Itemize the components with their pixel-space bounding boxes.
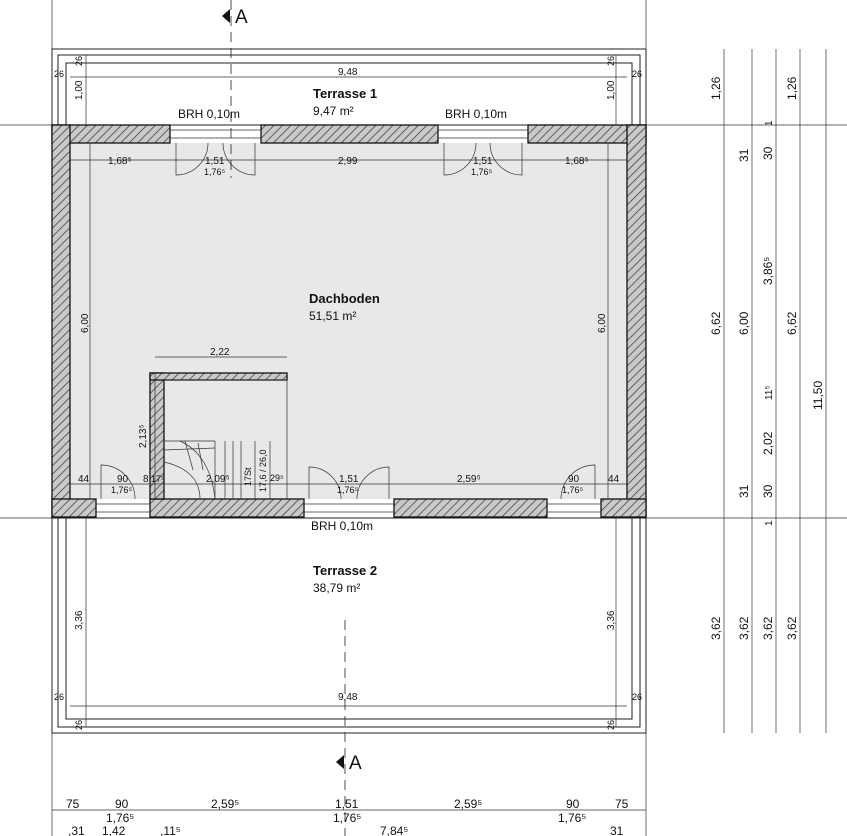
dim-stair-depth: 2,13⁵ bbox=[138, 424, 149, 448]
dim-bottom-c1-1: 75 bbox=[66, 797, 80, 811]
dim-edge-26-tr: 26 bbox=[632, 69, 643, 79]
stair-ratio-label: 17,6 / 26,0 bbox=[258, 449, 268, 492]
dim-right-c4-1: 1,26 bbox=[785, 76, 799, 100]
dim-edge-26-bot-right-v: 26 bbox=[606, 719, 616, 730]
dim-right-c3-6: 3,62 bbox=[761, 616, 775, 640]
right-dimension-chains bbox=[709, 76, 825, 640]
dim-door-height-bottom-2: 1,76⁵ bbox=[337, 485, 359, 495]
dim-right-c4-3: 3,62 bbox=[785, 616, 799, 640]
dim-room-height-right: 6,00 bbox=[597, 313, 608, 333]
dim-inner-bottom-3: 8 bbox=[143, 474, 149, 485]
dim-top-terrace-width: 9,48 bbox=[338, 67, 358, 78]
section-label-top: A bbox=[235, 7, 248, 28]
dim-bottom-c1-2: 90 bbox=[115, 797, 129, 811]
bottom-dimension-chain bbox=[66, 797, 629, 836]
dim-right-c3-3: 11⁵ bbox=[764, 385, 775, 400]
dim-bottom-sub-2: 1,76⁵ bbox=[333, 811, 362, 825]
brh-label-left: BRH 0,10m bbox=[178, 107, 241, 121]
dim-bottom-c1-7: 75 bbox=[615, 797, 629, 811]
dim-right-c3-1: 30 bbox=[761, 146, 775, 160]
dim-right-c3-5: 30 bbox=[761, 484, 775, 498]
dim-inner-bottom-10: 44 bbox=[608, 474, 620, 485]
dim-right-c2-1: 1 bbox=[764, 120, 775, 126]
dim-right-c1-3: 3,62 bbox=[709, 616, 723, 640]
dim-bottom-c2-2: 1,42 bbox=[102, 824, 126, 836]
dim-t2-depth-right: 3,36 bbox=[606, 610, 617, 630]
dim-edge-26-tl: 26 bbox=[54, 69, 65, 79]
dim-bottom-c2-3: ,11⁵ bbox=[160, 824, 181, 836]
room-area-terrasse-1: 9,47 m² bbox=[313, 104, 354, 118]
dim-bottom-c1-3: 2,59⁵ bbox=[211, 797, 240, 811]
dim-bottom-c1-6: 90 bbox=[566, 797, 580, 811]
dim-bottom-c2-4: 7,84⁵ bbox=[380, 824, 409, 836]
brh-label-right: BRH 0,10m bbox=[445, 107, 508, 121]
dim-right-c2-2: 31 bbox=[737, 148, 751, 162]
dim-bottom-c1-5: 2,59⁵ bbox=[454, 797, 483, 811]
dim-inner-top-2: 1,51 bbox=[205, 156, 225, 167]
dim-room-height-left: 6,00 bbox=[80, 313, 91, 333]
dim-right-c2-3: 6,00 bbox=[737, 311, 751, 335]
dim-bottom-c1-4: 1,51 bbox=[335, 797, 359, 811]
dim-door-height-top-2: 1,76⁵ bbox=[471, 167, 493, 177]
dim-inner-bottom-8: 2,59⁵ bbox=[457, 474, 481, 485]
dim-right-c4-2: 6,62 bbox=[785, 311, 799, 335]
dim-right-c3-2: 3,86⁵ bbox=[761, 256, 775, 285]
section-label-bottom: A bbox=[349, 753, 362, 774]
dim-inner-bottom-9: 90 bbox=[568, 474, 580, 485]
dim-right-total: 11,50 bbox=[811, 380, 825, 410]
dim-right-c3-4: 2,02 bbox=[761, 431, 775, 455]
dim-door-height-top-1: 1,76⁵ bbox=[204, 167, 226, 177]
dim-edge-26-br: 26 bbox=[632, 692, 643, 702]
dim-edge-26-top-left-v: 26 bbox=[74, 55, 84, 66]
dim-inner-bottom-4: 17⁵ bbox=[151, 474, 165, 484]
dim-bottom-terrace-width: 9,48 bbox=[338, 692, 358, 703]
dim-door-height-bottom-1: 1,76⁵ bbox=[111, 485, 133, 495]
dim-inner-top-1: 1,68⁵ bbox=[108, 156, 132, 167]
brh-label-bottom: BRH 0,10m bbox=[311, 519, 374, 533]
stair-steps-label: 17St bbox=[243, 467, 253, 486]
dim-right-c2-4: 31 bbox=[737, 484, 751, 498]
room-name-terrasse-2: Terrasse 2 bbox=[313, 563, 378, 578]
dim-bottom-c2-5: 31 bbox=[610, 824, 624, 836]
dim-edge-26-top-right-v: 26 bbox=[606, 55, 616, 66]
dim-edge-26-bot-left-v: 26 bbox=[74, 719, 84, 730]
dim-right-c2-5: 1 bbox=[764, 520, 775, 526]
dim-inner-top-4: 1,51 bbox=[473, 156, 493, 167]
dim-inner-bottom-2: 90 bbox=[117, 474, 129, 485]
dim-t1-depth-right: 1,00 bbox=[606, 80, 617, 100]
dim-stair-width: 2,22 bbox=[210, 347, 230, 358]
dim-right-c1-1: 1,26 bbox=[709, 76, 723, 100]
dim-inner-top-5: 1,68⁵ bbox=[565, 156, 589, 167]
dim-edge-26-bl: 26 bbox=[54, 692, 65, 702]
dim-inner-bottom-5: 2,09⁵ bbox=[206, 474, 230, 485]
dim-inner-top-3: 2,99 bbox=[338, 156, 358, 167]
dim-inner-bottom-6: 29⁵ bbox=[270, 473, 284, 483]
dim-door-height-bottom-3: 1,76⁵ bbox=[562, 485, 584, 495]
room-area-dachboden: 51,51 m² bbox=[309, 309, 357, 323]
dim-right-c1-2: 6,62 bbox=[709, 311, 723, 335]
dim-bottom-sub-1: 1,76⁵ bbox=[106, 811, 135, 825]
dim-inner-bottom-7: 1,51 bbox=[339, 474, 359, 485]
room-name-terrasse-1: Terrasse 1 bbox=[313, 86, 378, 101]
dim-bottom-c2-1: ,31 bbox=[68, 824, 85, 836]
room-name-dachboden: Dachboden bbox=[309, 291, 380, 306]
dim-right-c2-6: 3,62 bbox=[737, 616, 751, 640]
dim-t2-depth-left: 3,36 bbox=[74, 610, 85, 630]
room-area-terrasse-2: 38,79 m² bbox=[313, 581, 361, 595]
dim-t1-depth-left: 1,00 bbox=[74, 80, 85, 100]
dim-bottom-sub-3: 1,76⁵ bbox=[558, 811, 587, 825]
dim-inner-bottom-1: 44 bbox=[78, 474, 90, 485]
